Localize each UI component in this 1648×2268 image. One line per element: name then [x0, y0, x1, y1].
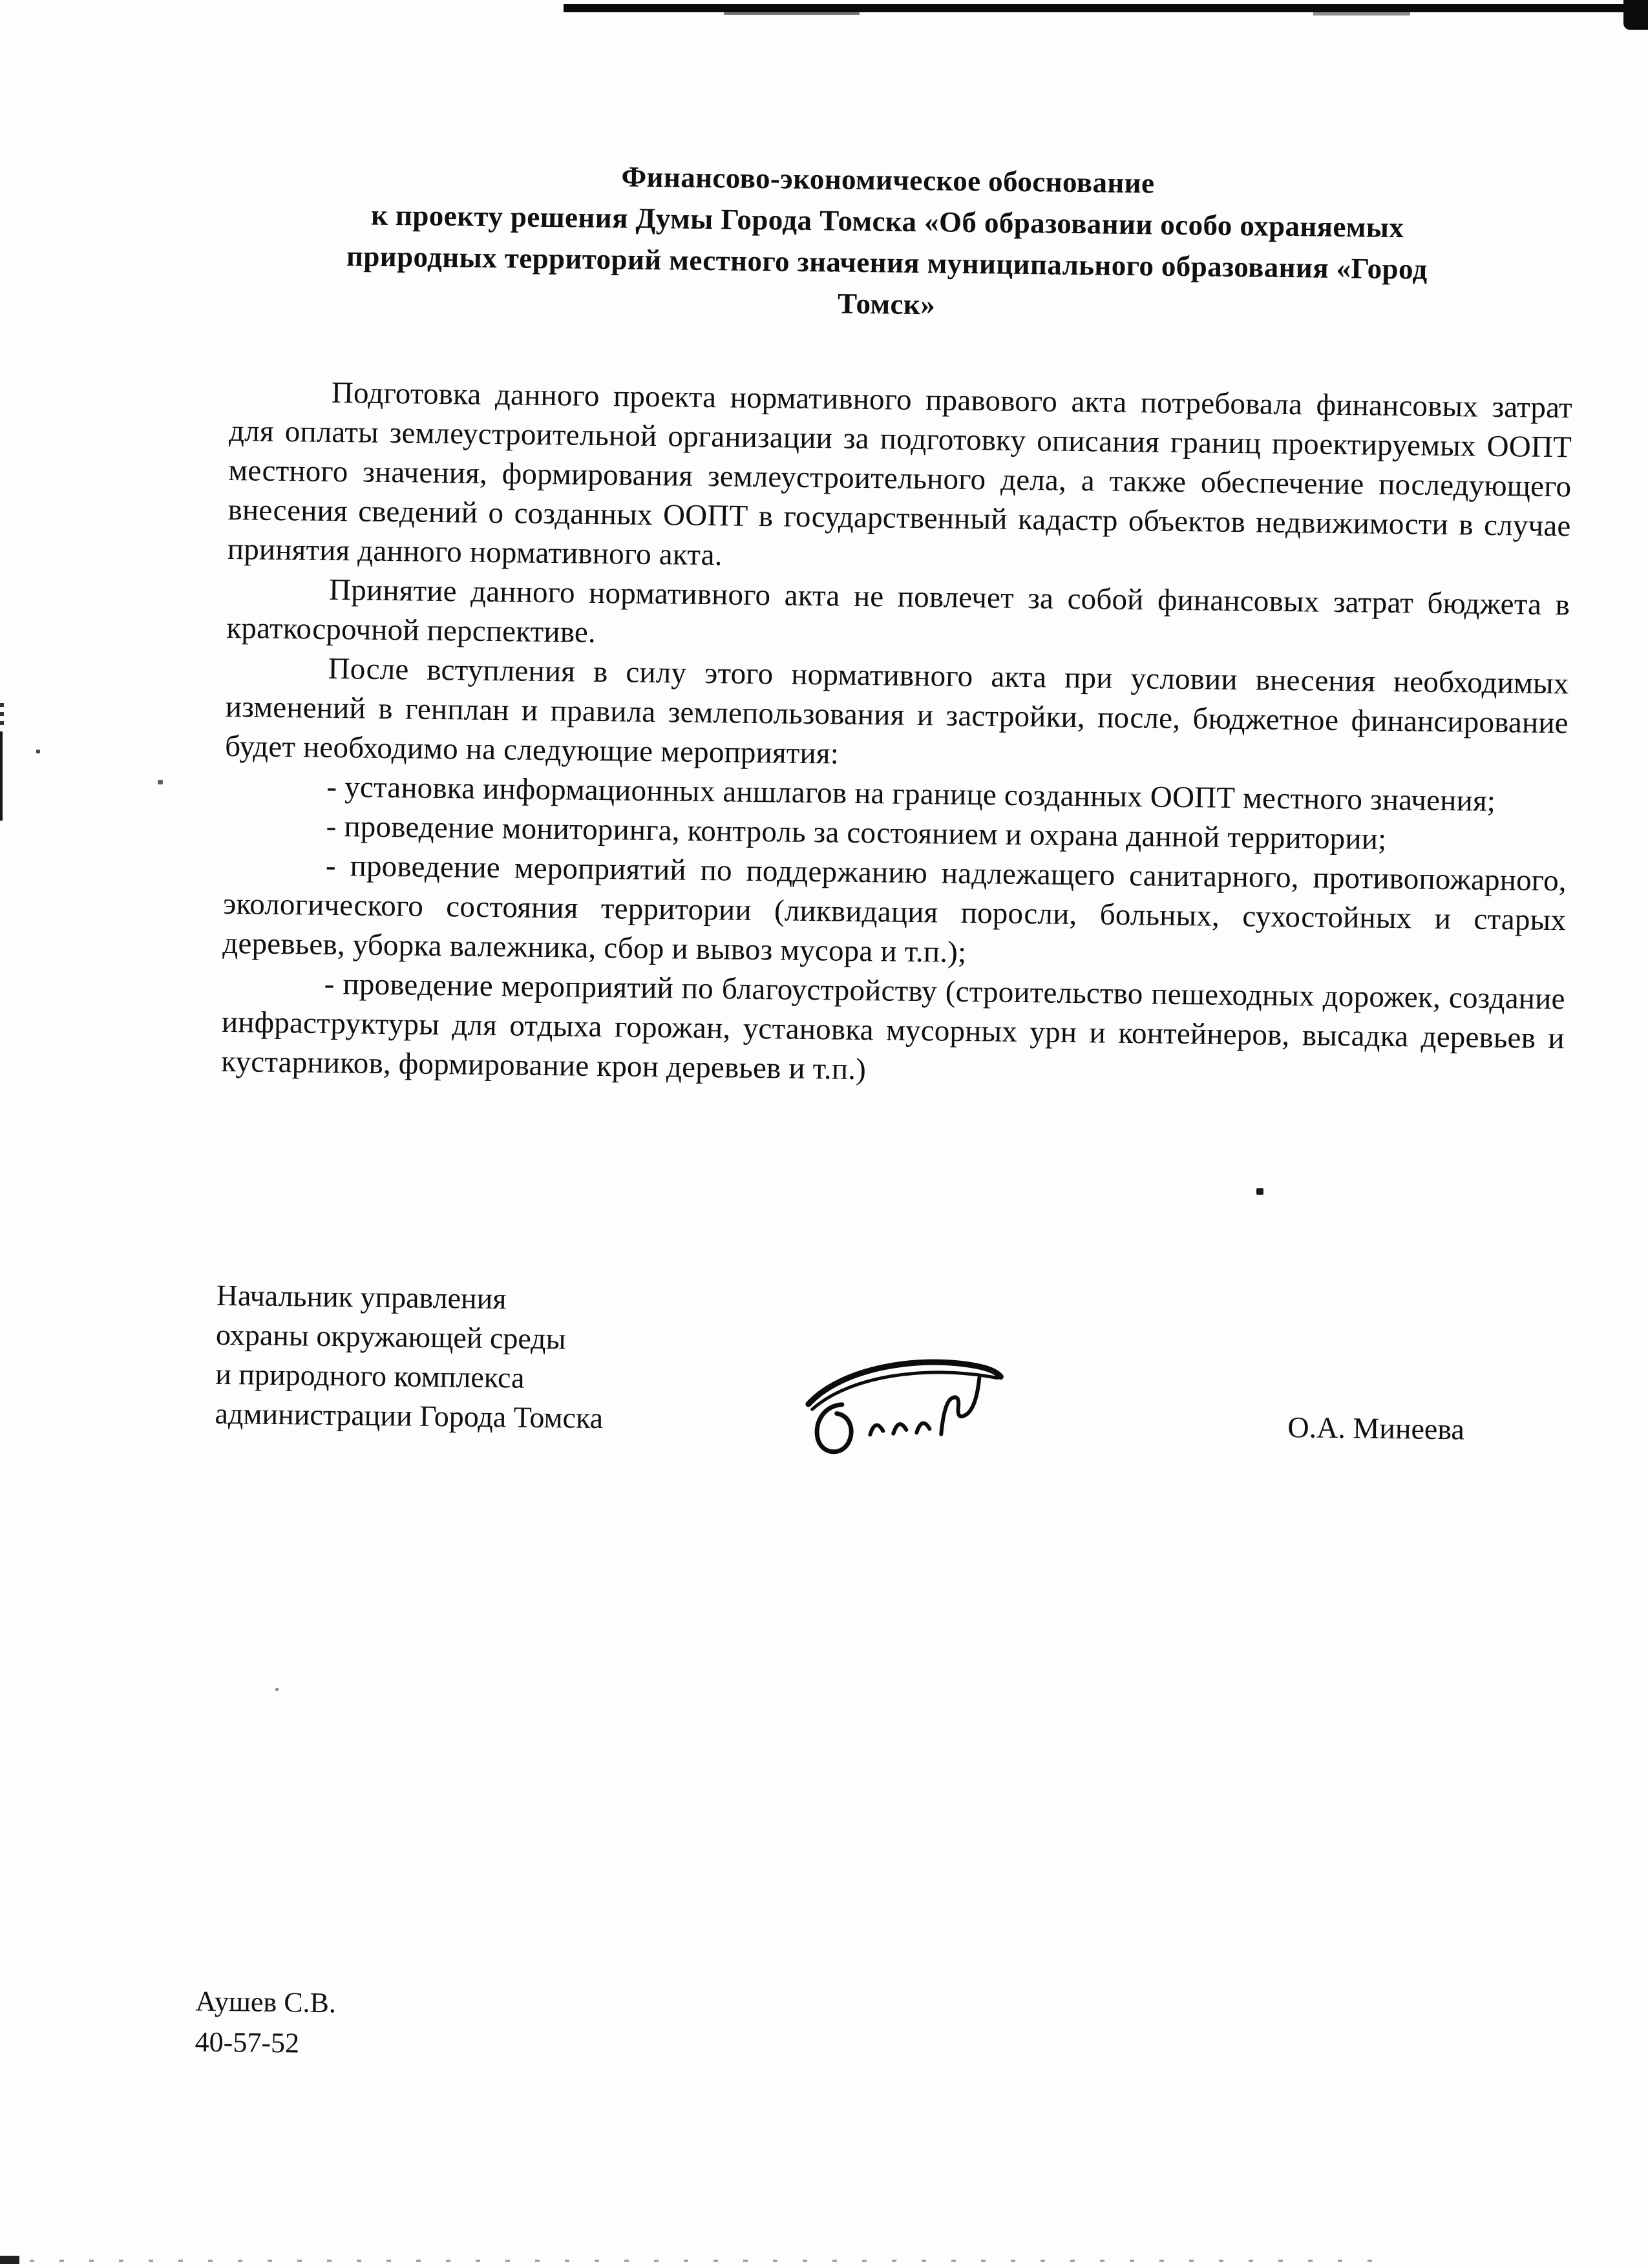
- list-item: - проведение мероприятий по поддержанию надлежащего санитарного, противопожарного, экологического состояния территории (ликвидация поросли, больных, сухостойных и старых деревьев, уборка валежника, сбор и вывоз мусора и т.п.);: [222, 848, 1567, 969]
- executor-block: [195, 1981, 336, 2064]
- title-line: природных территорий местного значения муниципального образования «Город: [346, 240, 1428, 286]
- signatory-name: О.А. Минеева: [1287, 1411, 1465, 1446]
- paragraph: Принятие данного нормативного акта не повлечет за собой финансовых затрат бюджета в краткосрочной перспективе.: [226, 572, 1570, 649]
- signatory-title: [215, 1276, 604, 1438]
- paragraph: После вступления в силу этого нормативного акта при условии внесения необходимых изменений в генплан и правила землепользования и застройки, после, бюджетное финансирование будет необходимо на следующие мероприятия:: [224, 651, 1569, 771]
- list-item: - проведение мероприятий по благоустройству (строительство пешеходных дорожек, создание инфраструктуры для отдыха горожан, установка мусорных урн и контейнеров, высадка деревьев и кустарников, формирование крон деревьев и т.п.): [220, 967, 1565, 1087]
- title-line: к проекту решения Думы Города Томска «Об образовании особо охраняемых: [370, 198, 1404, 244]
- paragraph: Подготовка данного проекта нормативного правового акта потребовала финансовых затрат для оплаты землеустроительной организации за подготовку описания границ проектируемых ООПТ местного значения, формирования землеустроительного дела, а также обеспечение последующего внесения сведений о созданных ООПТ в государственный кадастр объектов недвижимости в случае принятия данного нормативного акта.: [227, 375, 1573, 572]
- title-line: Финансово-экономическое обоснование: [621, 160, 1155, 200]
- list-item: - проведение мониторинга, контроль за состоянием и охрана данной территории;: [326, 809, 1387, 856]
- handwritten-signature: [803, 1342, 1017, 1471]
- signatory-title-line: администрации Города Томска: [215, 1396, 604, 1435]
- document-body: [221, 372, 1572, 1098]
- executor-phone: 40-57-52: [195, 2026, 300, 2059]
- signatory-title-line: и природного комплекса: [215, 1357, 525, 1394]
- document-title: [195, 151, 1579, 333]
- title-line: Томск»: [837, 287, 936, 321]
- signatory-title-line: Начальник управления: [216, 1278, 507, 1316]
- signatory-title-line: охраны окружающей среды: [215, 1318, 566, 1356]
- executor-name: Аушев С.В.: [195, 1985, 337, 2019]
- list-item: - установка информационных аншлагов на границе созданных ООПТ местного значения;: [326, 770, 1496, 818]
